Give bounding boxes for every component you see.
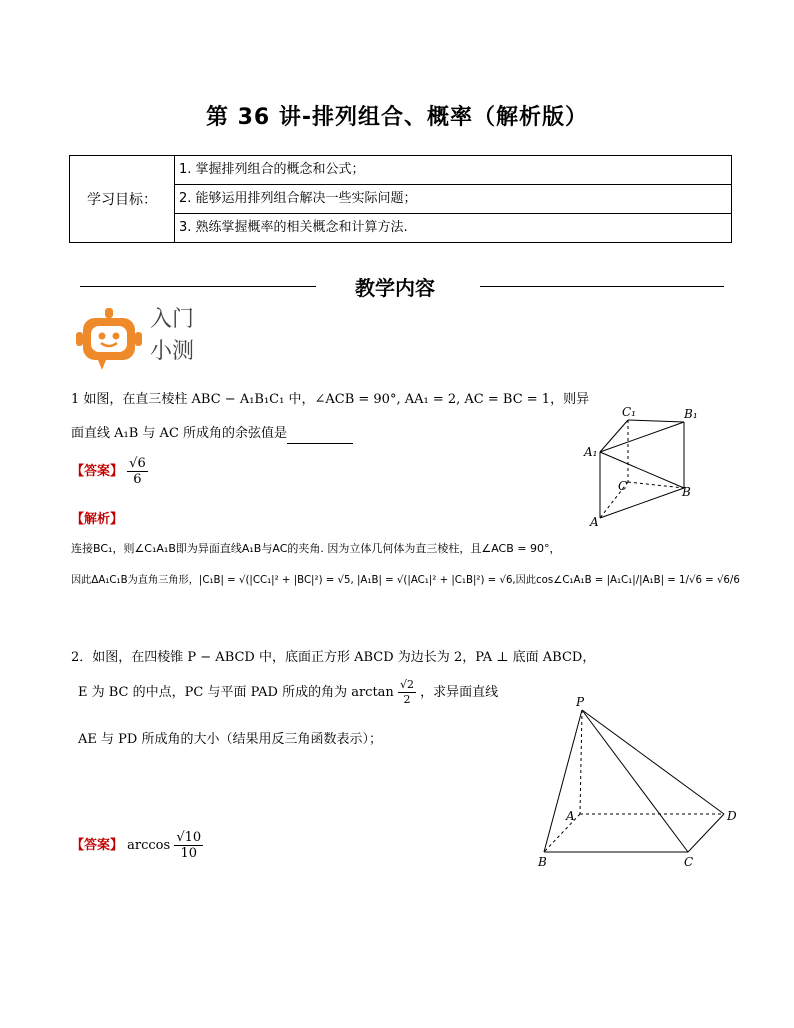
fig1-label-b1: B₁ [684, 407, 698, 421]
prism-figure [580, 400, 710, 530]
divider-left [80, 286, 316, 287]
q1-answer-num: √6 [129, 456, 146, 471]
q2-line2-text-b: ，求异面直线 [420, 685, 499, 700]
fig2-label-b: B [538, 855, 547, 869]
q2-answer-den: 10 [180, 846, 198, 861]
fig1-label-c1: C₁ [622, 405, 636, 419]
q2-line2 [78, 678, 498, 707]
q1-line2 [71, 424, 353, 444]
q1-answer [71, 456, 148, 487]
fig1-label-b: B [682, 485, 691, 499]
q1-answer-den: 6 [133, 472, 142, 487]
q1-line1: 1 如图，在直三棱柱 ABC − A₁B₁C₁ 中，∠ACB = 90°, AA₁ = 2, AC = BC = 1，则异 [71, 392, 590, 407]
fig1-label-a1: A₁ [584, 445, 598, 459]
q2-arctan-fraction [398, 678, 416, 707]
q2-line1: 2．如图，在四棱锥 P − ABCD 中，底面正方形 ABCD 为边长为 2，PA ⊥ 底面 ABCD， [71, 650, 596, 665]
q2-arctan-den: 2 [403, 693, 411, 706]
goal-item: 1. 掌握排列组合的概念和公式； [175, 156, 732, 185]
q2-answer-num: √10 [176, 830, 202, 845]
section-heading: 教学内容 [355, 276, 435, 300]
fig2-label-d: D [727, 809, 737, 823]
q1-analysis-tag: 【解析】 [71, 512, 124, 527]
page-title: 第 36 讲-排列组合、概率（解析版） [205, 105, 589, 130]
q2-answer-prefix: arccos [127, 838, 171, 853]
goal-item: 3. 熟练掌握概率的相关概念和计算方法. [175, 214, 732, 243]
divider-right [480, 286, 724, 287]
fig2-label-c: C [684, 855, 694, 869]
goals-label: 学习目标： [70, 156, 175, 243]
q2-arctan-num: √2 [399, 678, 414, 691]
intro-line1: 入门 [150, 307, 195, 332]
q1-solution-line2: 因此ΔA₁C₁B为直角三角形，|C₁B| = √(|CC₁|² + |BC|²) = √5, |A₁B| = √(|AC₁|² + |C₁B|²) = √6,因此cos∠C₁A₁B = |A₁C₁|/|A₁B| = 1/√6 = √6/6 [71, 575, 740, 586]
q2-answer [71, 830, 203, 861]
q2-line2-text-a: E 为 BC 的中点，PC 与平面 PAD 所成的角为 arctan [78, 685, 394, 700]
goal-item: 2. 能够运用排列组合解决一些实际问题； [175, 185, 732, 214]
intro-line2: 小测 [150, 339, 195, 364]
q1-line2-text: 面直线 A₁B 与 AC 所成角的余弦值是 [71, 426, 288, 441]
q1-solution-line1: 连接BC₁，则∠C₁A₁B即为异面直线A₁B与AC的夹角. 因为立体几何体为直三棱柱，且∠ACB = 90°， [71, 542, 561, 555]
fig2-label-p: P [576, 696, 585, 709]
fig1-label-a: A [590, 515, 599, 529]
q2-answer-fraction [174, 830, 203, 861]
q1-answer-fraction [127, 456, 148, 487]
pyramid-figure [530, 696, 744, 872]
learning-goals-table [69, 155, 732, 243]
robot-mascot-icon [76, 304, 142, 374]
fig1-label-c: C [618, 479, 628, 493]
answer-blank [287, 431, 353, 444]
intro-label [150, 304, 194, 368]
fig2-label-a: A [566, 809, 575, 823]
q1-answer-tag: 【答案】 [71, 464, 124, 479]
q2-answer-tag: 【答案】 [71, 838, 124, 853]
q2-line3: AE 与 PD 所成角的大小（结果用反三角函数表示）； [78, 732, 382, 747]
